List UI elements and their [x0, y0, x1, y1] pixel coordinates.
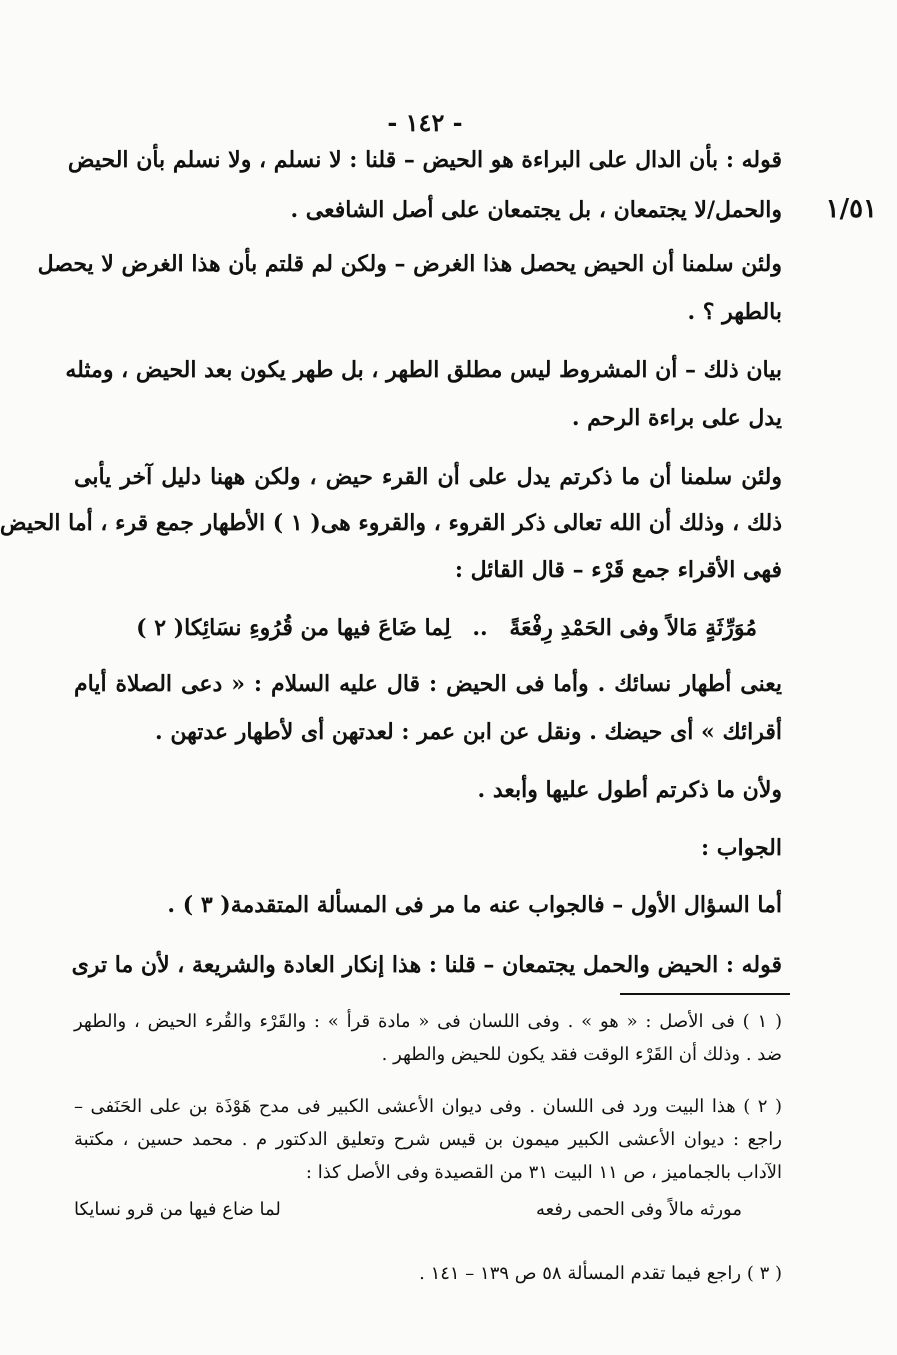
text-line: يدل على براءة الرحم .	[571, 405, 782, 431]
text-line: يعنى أطهار نسائك . وأما فى الحيض : قال عليه السلام : « دعى الصلاة أيام	[74, 671, 782, 697]
poetry-verse	[97, 608, 757, 648]
text-line: بالطهر ؟ .	[687, 299, 782, 325]
text-line: ولئن سلمنا أن الحيض يحصل هذا الغرض – ولكن لم قلتم بأن هذا الغرض لا يحصل	[37, 251, 782, 277]
footnote-1-line: ( ١ ) فى الأصل : « هو » . وفى اللسان فى « مادة قرأ » : والقَرْء والقُرء الحيض ، والطهر	[74, 1011, 782, 1032]
text-line: ذلك ، وذلك أن الله تعالى ذكر القروء ، والقروء هى( ١ ) الأطهار جمع قرء ، أما الحيض	[0, 510, 782, 536]
text-line: قوله : الحيض والحمل يجتمعان – قلنا : هذا إنكار العادة والشريعة ، لأن ما ترى	[71, 952, 782, 978]
text-line: ولئن سلمنا أن ما ذكرتم يدل على أن القرء حيض ، ولكن ههنا دليل آخر يأبى	[74, 464, 782, 490]
verse-hemistich-first: مُوَرِّثَةٍ مَالاً وفى الحَمْدِ رِفْعَةً	[509, 615, 757, 641]
footnote-verse-first: مورثه مالاً وفى الحمى رفعه	[535, 1199, 742, 1220]
footnote-verse-second: لما ضاع فيها من قرو نسايكا	[74, 1199, 281, 1220]
page-number: - ١٤٢ -	[387, 108, 463, 137]
text-line: أقرائك » أى حيضك . ونقل عن ابن عمر : لعدتهن أى لأطهار عدتهن .	[155, 719, 782, 745]
text-line: والحمل/لا يجتمعان ، بل يجتمعان على أصل الشافعى .	[290, 197, 782, 223]
section-heading: الجواب :	[701, 835, 782, 861]
footnote-2-line: ( ٢ ) هذا البيت ورد فى اللسان . وفى ديوان الأعشى الكبير فى مدح هَوْذَة بن على الحَنَفى –	[74, 1096, 782, 1117]
text-line: فهى الأقراء جمع قَرْء – قال القائل :	[454, 557, 782, 583]
margin-folio-reference: ١/٥١	[825, 194, 877, 224]
footnote-3: ( ٣ ) راجع فيما تقدم المسألة ٥٨ ص ١٣٩ – ١٤١ .	[419, 1263, 782, 1284]
footnote-2-line: راجع : ديوان الأعشى الكبير ميمون بن قيس شرح وتعليق الدكتور م . محمد حسين ، مكتبة	[74, 1129, 782, 1150]
text-line: ولأن ما ذكرتم أطول عليها وأبعد .	[477, 777, 782, 803]
verse-hemistich-second: لِما ضَاعَ فيها من قُرُوءِ نسَائِكا( ٢ )	[136, 615, 451, 641]
verse-separator: ..	[472, 615, 488, 641]
footnote-divider	[620, 993, 790, 995]
text-line: أما السؤال الأول – فالجواب عنه ما مر فى المسألة المتقدمة( ٣ ) .	[167, 892, 782, 918]
text-line: بيان ذلك – أن المشروط ليس مطلق الطهر ، بل طهر يكون بعد الحيض ، ومثله	[65, 357, 782, 383]
text-line: قوله : بأن الدال على البراءة هو الحيض – قلنا : لا نسلم ، ولا نسلم بأن الحيض	[67, 147, 782, 173]
footnote-1-line: ضد . وذلك أن القَرْء الوقت فقد يكون للحيض والطهر .	[381, 1044, 782, 1065]
footnote-2-line: الآداب بالجماميز ، ص ١١ البيت ٣١ من القصيدة وفى الأصل كذا :	[305, 1162, 782, 1183]
